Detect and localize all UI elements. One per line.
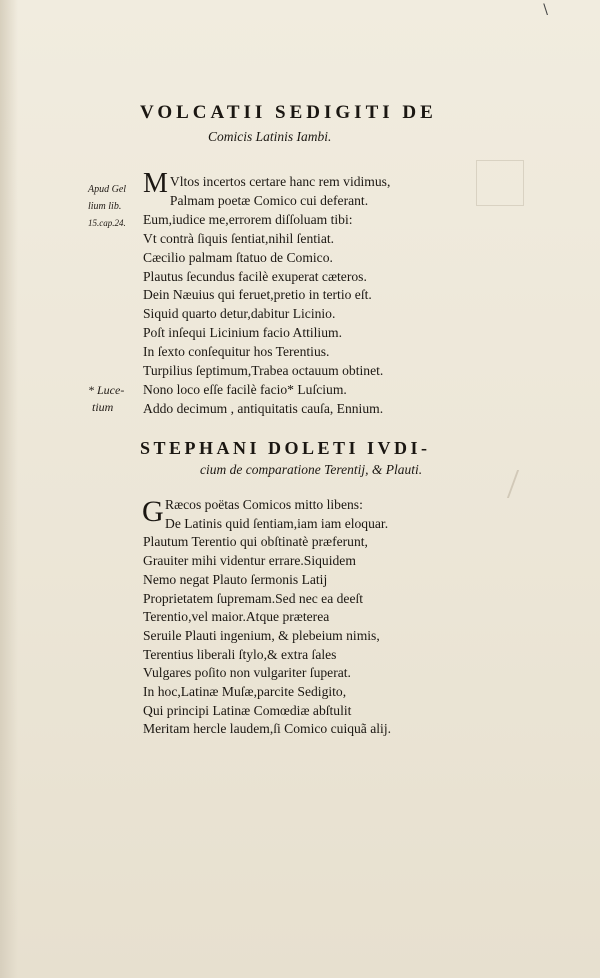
verse-line: Addo decimum , antiquitatis cauſa, Ennium. xyxy=(143,400,384,416)
verse-line: M Vltos incertos certare hanc rem vidimus, xyxy=(143,168,391,199)
verse-line: In ſexto conſequitur hos Terentius. xyxy=(143,344,330,360)
margin-note-lucetium xyxy=(88,382,124,416)
verse-line: G Ræcos poëtas Comicos mitto libens: xyxy=(142,495,363,528)
verse-line: Plautus ſecundus facilè exuperat cæteros. xyxy=(143,268,367,284)
margin-note-line: Apud Gel xyxy=(88,184,127,195)
bleed-through-initial-stroke xyxy=(507,470,539,498)
poem-sedigitus xyxy=(143,168,473,419)
heading-subtitle: Comicis Latinis Iambi. xyxy=(208,129,332,144)
verse-line: Nono loco eſſe facilè facio* Luſcium. xyxy=(143,381,347,397)
verse-line: Vulgares poſito non vulgariter ſuperat. xyxy=(143,665,351,681)
verse-line: Plautum Terentio qui obſtinatè præferunt, xyxy=(143,534,368,550)
verse-line: Grauiter mihi videntur errare.Siquidem xyxy=(143,553,356,569)
verse-line: Siquid quarto detur,dabitur Licinio. xyxy=(143,306,336,322)
bleed-through-initial-box xyxy=(476,160,524,206)
verse-line: Nemo negat Plauto ſermonis Latij xyxy=(143,571,328,587)
verse-line: Poſt inſequi Licinium facio Attilium. xyxy=(143,325,342,341)
corner-mark: \ xyxy=(543,2,548,18)
heading2-title: STEPHANI DOLETI IVDI- xyxy=(140,438,431,458)
drop-cap: M xyxy=(143,168,168,199)
verse-line: Seruile Plauti ingenium, & plebeium nimis, xyxy=(143,627,380,643)
margin-note-line: lium lib. xyxy=(88,201,122,212)
verse-line: Dein Næuius qui feruet,pretio in tertio eſt. xyxy=(143,287,372,303)
verse-line: Turpilius ſeptimum,Trabea octauum obtinet. xyxy=(143,363,384,379)
margin-note-line: 15.cap.24. xyxy=(88,218,126,228)
heading2-subtitle: cium de comparatione Terentij, & Plauti. xyxy=(200,462,423,477)
verse-line: Vt contrà ſiquis ſentiat,nihil ſentiat. xyxy=(143,230,335,246)
verse-line: Palmam poetæ Comico cui deferant. xyxy=(169,192,369,208)
verse-line: Proprietatem ſupremam.Sed nec ea deeſt xyxy=(143,590,364,606)
verse-line: In hoc,Latinæ Muſæ,parcite Sedigito, xyxy=(143,684,347,700)
margin-note-gellius xyxy=(88,181,126,232)
heading-title: VOLCATII SEDIGITI DE xyxy=(140,102,437,123)
poem-doletus xyxy=(143,496,473,739)
margin-note-line: * Luce- xyxy=(88,383,125,397)
page-gutter-shadow xyxy=(0,0,18,978)
verse-line: Qui principi Latinæ Comœdiæ abſtulit xyxy=(143,702,352,718)
verse-line: Eum,iudice me,errorem diſſoluam tibi: xyxy=(143,211,353,227)
margin-note-line: tium xyxy=(92,400,114,414)
verse-line: Cæcilio palmam ſtatuo de Comico. xyxy=(143,249,333,265)
verse-line: Terentius liberali ſtylo,& extra ſales xyxy=(143,646,337,662)
verse-line: Terentio,vel maior.Atque præterea xyxy=(143,609,330,625)
drop-cap: G xyxy=(142,495,164,528)
verse-line: De Latinis quid ſentiam,iam iam eloquar. xyxy=(165,515,389,531)
verse-line: Meritam hercle laudem,ſi Comico cuiquã alij. xyxy=(143,721,392,737)
